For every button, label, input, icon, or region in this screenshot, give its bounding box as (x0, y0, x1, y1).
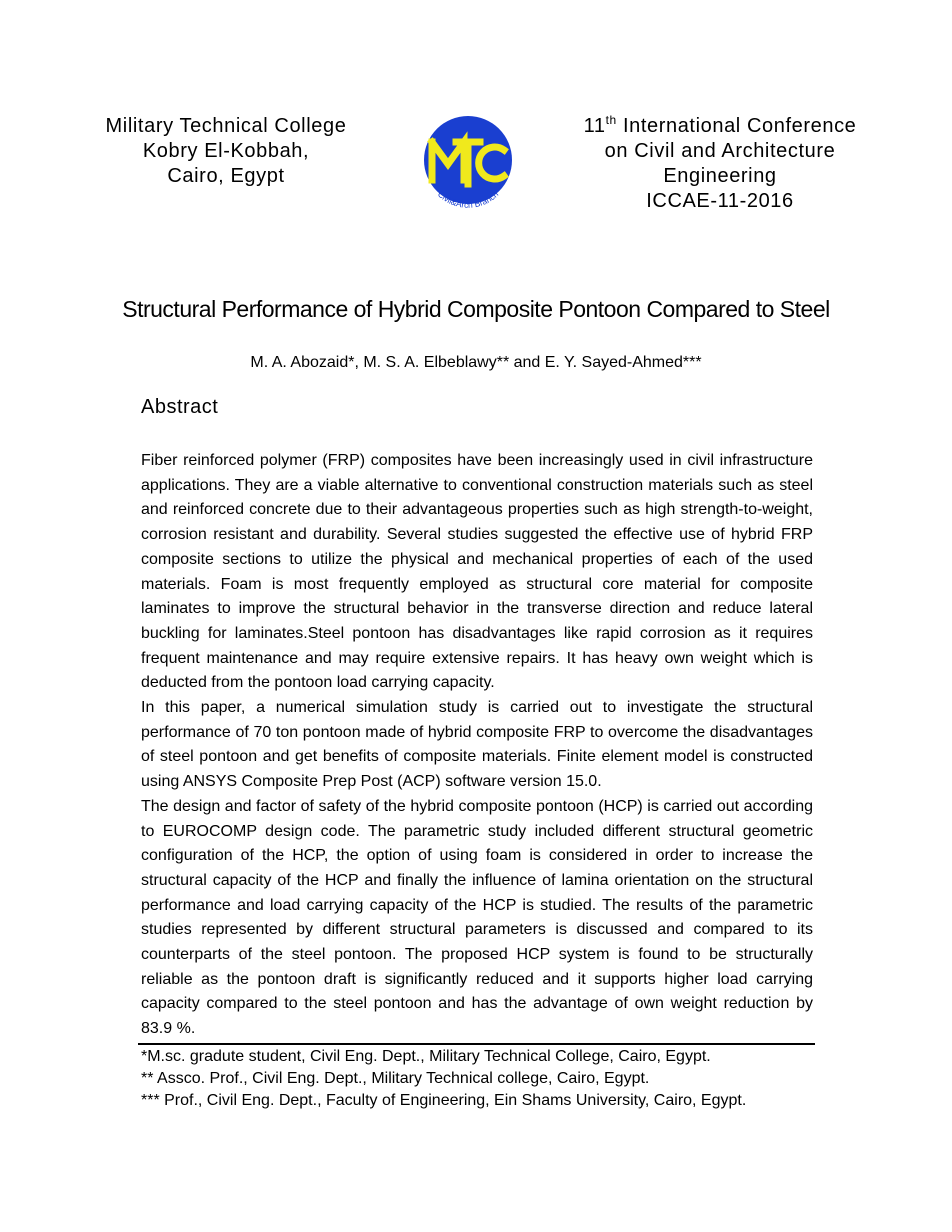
institution-city: Cairo, Egypt (167, 165, 285, 187)
conference-code: ICCAE-11-2016 (646, 190, 794, 212)
paper-title: Structural Performance of Hybrid Composite Pontoon Compared to Steel (122, 296, 830, 322)
mtc-logo-graphic (418, 114, 518, 214)
footnote-1: *M.sc. gradute student, Civil Eng. Dept., Military Technical College, Cairo, Egypt. (141, 1048, 711, 1065)
paper-authors: M. A. Abozaid*, M. S. A. Elbeblawy** and E. Y. Sayed-Ahmed*** (250, 354, 702, 371)
footnotes (141, 1046, 841, 1112)
footnote-3: *** Prof., Civil Eng. Dept., Faculty of Engineering, Ein Shams University, Cairo, Egypt. (141, 1092, 747, 1109)
institution-name: Military Technical College (105, 115, 347, 137)
abstract-heading: Abstract (141, 396, 219, 418)
abstract-body (141, 449, 813, 1042)
abstract-paragraph-3: The design and factor of safety of the hybrid composite pontoon (HCP) is carried out according to EUROCOMP design code. The parametric study included different structural geometric configuration of the HCP, the option of using foam is considered in order to increase the structural capacity of the HCP and finally the influence of lamina orientation on the structural performance and load carrying capacity of the HCP is studied. The results of the parametric studies represented by different structural parameters is discussed and compared to its counterparts of the steel pontoon. The proposed HCP system is found to be structurally reliable as the pontoon draft is significantly reduced and it supports higher load carrying capacity compared to the steel pontoon and has the advantage of own weight reduction by 83.9 %. (141, 797, 813, 1038)
institution-district: Kobry El-Kobbah, (142, 140, 310, 162)
conference-ordinal-number: 11 (583, 115, 606, 137)
footnote-2: ** Assco. Prof., Civil Eng. Dept., Military Technical college, Cairo, Egypt. (141, 1070, 650, 1087)
conference-block (570, 114, 870, 214)
conference-line-3: Engineering (663, 165, 777, 187)
conference-line-2: on Civil and Architecture (604, 140, 836, 162)
mtc-logo (418, 114, 518, 214)
conference-title-rest: International Conference (616, 115, 857, 137)
footnote-divider (138, 1043, 815, 1045)
abstract-paragraph-1: Fiber reinforced polymer (FRP) composites have been increasingly used in civil infrastructure applications. They are a viable alternative to conventional construction materials such as steel and reinforced concrete due to their advantageous properties such as high strength-to-weight, corrosion resistant and durability. Several studies suggested the effective use of hybrid FRP composite sections to utilize the physical and mechanical properties of each of the used materials. Foam is most frequently employed as structural core material for composite laminates to improve the structural behavior in the transverse direction and reduce lateral buckling for laminates.Steel pontoon has disadvantages like rapid corrosion as it requires frequent maintenance and may require extensive repairs. It has heavy own weight which is deducted from the pontoon load carrying capacity. (141, 452, 813, 692)
institution-block (92, 114, 360, 189)
conference-ordinal-suffix: th (605, 113, 617, 127)
conference-title-line (570, 114, 870, 139)
abstract-paragraph-2: In this paper, a numerical simulation study is carried out to investigate the structural performance of 70 ton pontoon made of hybrid composite FRP to overcome the disadvantages of steel pontoon and get benefits of composite materials. Finite element model is constructed using ANSYS Composite Prep Post (ACP) software version 15.0. (141, 699, 813, 791)
logo-ring-text: Civil&Arch Branch (435, 188, 501, 210)
